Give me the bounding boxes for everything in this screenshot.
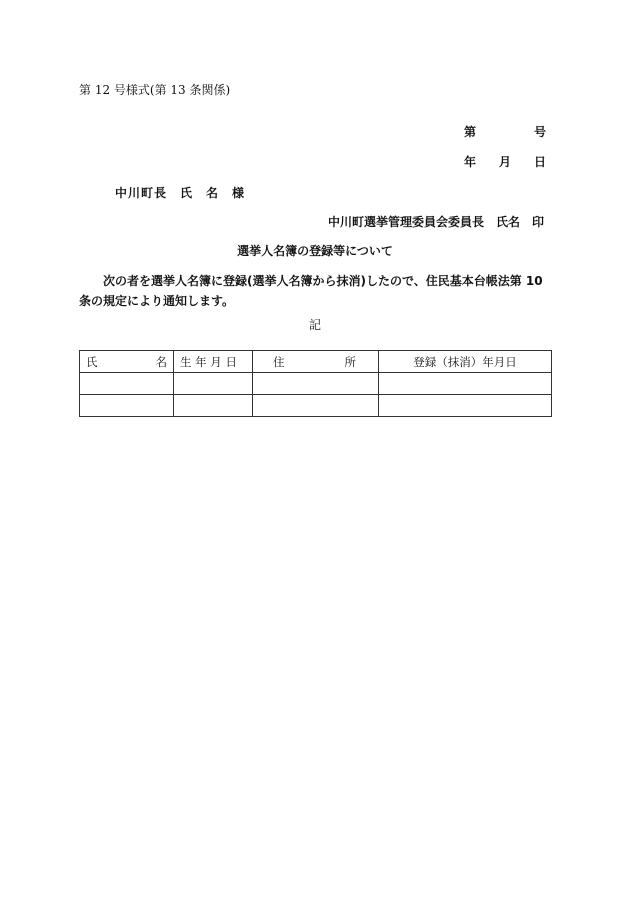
- date-year: 年: [464, 155, 477, 169]
- document-number-prefix: 第: [464, 125, 477, 139]
- addressee: 中川町長 氏 名 様: [115, 186, 246, 200]
- cell-address: [253, 395, 379, 417]
- form-title: 第 12 号様式(第 13 条関係): [79, 83, 231, 97]
- subject-heading: 選挙人名簿の登録等について: [237, 244, 393, 258]
- cell-name: [80, 395, 174, 417]
- body-paragraph: 次の者を選挙人名簿に登録(選挙人名簿から抹消)したので、住民基本台帳法第 10 条の規定により通知します。: [79, 274, 543, 308]
- header-registration-date: 登録（抹消）年月日: [379, 351, 552, 373]
- cell-registration-date: [379, 373, 552, 395]
- header-address: 住 所: [253, 351, 379, 373]
- table-row: [80, 373, 552, 395]
- registration-table: [79, 350, 552, 417]
- table-header-row: [80, 351, 552, 373]
- table-row: [80, 395, 552, 417]
- cell-birthdate: [174, 373, 253, 395]
- sender: 中川町選挙管理委員会委員長 氏名 印: [327, 215, 544, 229]
- date-month: 月: [499, 155, 512, 169]
- cell-address: [253, 373, 379, 395]
- document-number-suffix: 号: [534, 125, 547, 139]
- date-day: 日: [534, 155, 547, 169]
- cell-name: [80, 373, 174, 395]
- header-birthdate: 生 年 月 日: [174, 351, 253, 373]
- ki-label: 記: [308, 318, 321, 332]
- header-name: 氏 名: [80, 351, 174, 373]
- cell-registration-date: [379, 395, 552, 417]
- cell-birthdate: [174, 395, 253, 417]
